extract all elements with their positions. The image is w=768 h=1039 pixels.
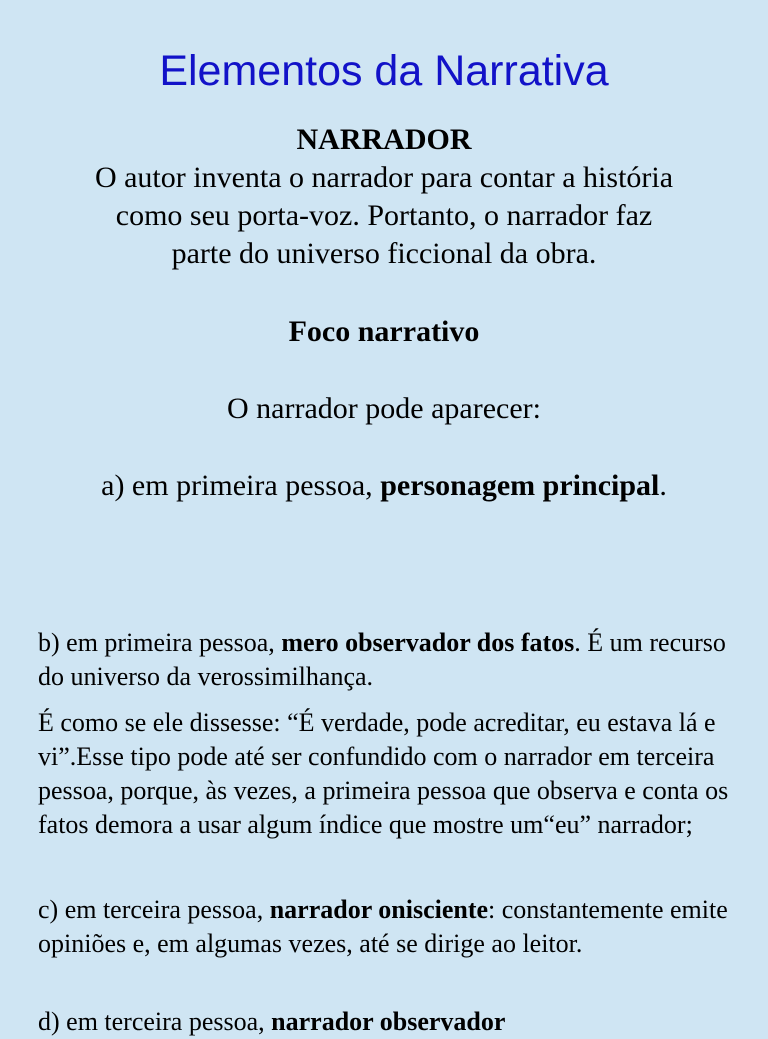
item-c-prefix: c) em terceira pessoa, — [38, 895, 270, 924]
intro-paragraph — [0, 159, 768, 273]
item-c-suffix: : constantemente emite opiniões e, em algumas vezes, até se dirige ao leitor. — [38, 895, 728, 958]
item-d-bold: narrador observador — [271, 1007, 506, 1036]
intro-line: como seu porta-voz. Portanto, o narrador faz — [115, 199, 653, 232]
item-c-bold: narrador onisciente — [269, 895, 489, 924]
narrador-heading: NARRADOR — [296, 123, 472, 156]
page-title: Elementos da Narrativa — [159, 47, 609, 95]
item-a-prefix: a) em primeira pessoa, — [101, 469, 381, 502]
item-b-suffix: . É um recurso do universo da verossimilhança. — [38, 628, 726, 691]
item-d — [38, 1005, 738, 1039]
item-b-bold: mero observador dos fatos — [281, 628, 575, 657]
item-b-explanation: É como se ele dissesse: “É verdade, pode acreditar, eu estava lá e vi”.Esse tipo pode até ser confundido com o narrador em terceira pessoa, porque, às vezes, a primeira pessoa que observa e conta os fatos demora a usar algum índice que mostre um“eu” narrador; — [38, 708, 729, 839]
foco-narrativo-heading: Foco narrativo — [288, 315, 480, 348]
intro-line: O autor inventa o narrador para contar a história — [94, 161, 674, 194]
pode-aparecer-text: O narrador pode aparecer: — [227, 392, 541, 425]
item-d-prefix: d) em terceira pessoa, — [38, 1007, 272, 1036]
intro-line: parte do universo ficcional da obra. — [171, 237, 597, 270]
item-b — [38, 626, 738, 694]
item-a-bold: personagem principal — [380, 469, 660, 502]
item-a — [0, 467, 768, 505]
item-a-suffix: . — [659, 469, 667, 502]
item-b-prefix: b) em primeira pessoa, — [38, 628, 282, 657]
item-c — [38, 893, 738, 961]
